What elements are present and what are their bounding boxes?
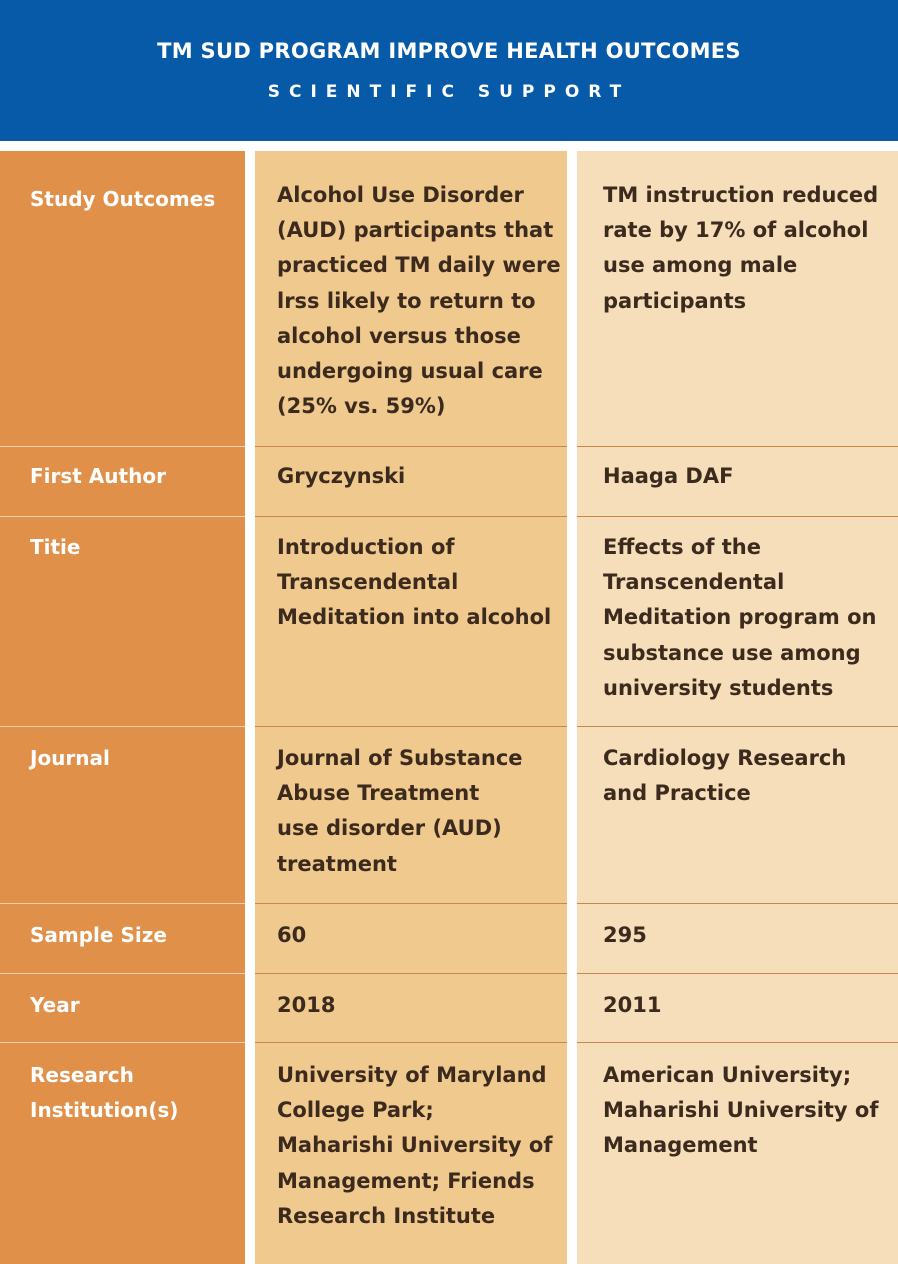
- row-divider: [577, 726, 898, 727]
- page-subtitle: SCIENTIFIC SUPPORT: [267, 82, 631, 102]
- label-study-outcomes: Study Outcomes: [30, 187, 216, 211]
- study-a-first-author: Gryczynski: [277, 464, 406, 488]
- row-divider: [0, 973, 245, 974]
- label-first-author: First Author: [30, 464, 166, 488]
- study-a-title: Introduction of Transcendental Meditation into alcohol: [277, 535, 552, 630]
- study-a-column: [255, 151, 567, 1264]
- label-year: Year: [30, 993, 80, 1017]
- study-b-column: [577, 151, 898, 1264]
- study-b-title: Effects of the Transcendental Meditation program on substance use among university students: [603, 535, 877, 700]
- label-sample-size: Sample Size: [30, 923, 167, 947]
- row-divider: [577, 973, 898, 974]
- study-a-journal: Journal of Substance Abuse Treatment use disorder (AUD) treatment: [277, 746, 523, 876]
- row-divider: [577, 516, 898, 517]
- row-divider: [577, 1042, 898, 1043]
- row-divider: [577, 903, 898, 904]
- row-divider: [0, 446, 245, 447]
- row-divider: [577, 446, 898, 447]
- row-divider: [0, 726, 245, 727]
- study-a-institutions: University of Maryland College Park; Maharishi University of Management; Friends Research Institute: [277, 1063, 553, 1228]
- label-column: [0, 151, 245, 1264]
- study-a-year: 2018: [277, 993, 336, 1017]
- row-divider: [255, 973, 567, 974]
- study-b-institutions: American University; Maharishi University of Management: [603, 1063, 879, 1158]
- study-a-sample-size: 60: [277, 923, 307, 947]
- study-b-first-author: Haaga DAF: [603, 464, 734, 488]
- study-b-year: 2011: [603, 993, 662, 1017]
- study-b-sample-size: 295: [603, 923, 647, 947]
- study-a-outcomes: Alcohol Use Disorder (AUD) participants that practiced TM daily were lrss likely to return to alcohol versus those undergoing usual care (25% vs. 59%): [277, 183, 561, 419]
- label-journal: Journal: [30, 746, 110, 770]
- row-divider: [255, 446, 567, 447]
- row-divider: [0, 903, 245, 904]
- page-title: TM SUD PROGRAM IMPROVE HEALTH OUTCOMES: [157, 39, 741, 63]
- row-divider: [255, 903, 567, 904]
- label-title: Titie: [30, 535, 81, 559]
- study-b-journal: Cardiology Research and Practice: [603, 746, 847, 806]
- header-banner: [0, 0, 898, 141]
- study-b-outcomes: TM instruction reduced rate by 17% of alcohol use among male participants: [603, 183, 879, 313]
- row-divider: [255, 726, 567, 727]
- row-divider: [0, 516, 245, 517]
- row-divider: [255, 1042, 567, 1043]
- row-divider: [0, 1042, 245, 1043]
- label-research-institutions: Research Institution(s): [30, 1063, 179, 1123]
- row-divider: [255, 516, 567, 517]
